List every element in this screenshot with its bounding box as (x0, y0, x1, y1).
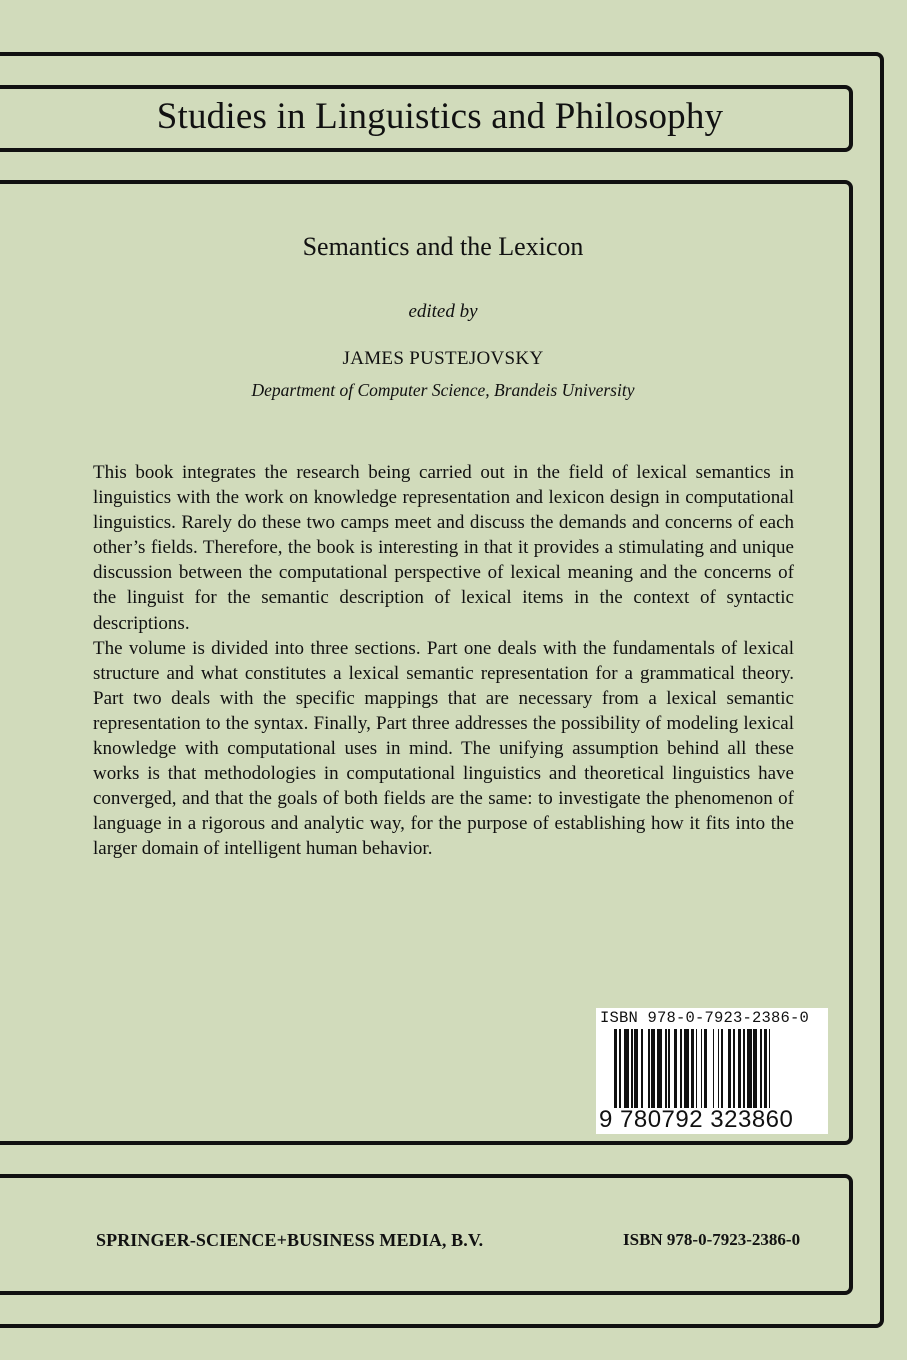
barcode-bar (696, 1029, 698, 1108)
barcode-bar (651, 1029, 654, 1108)
barcode-bar (738, 1029, 741, 1108)
barcode-bars (614, 1029, 816, 1108)
description-paragraph-1: This book integrates the research being carried out in the field of lexical semantics in linguistics with the work on knowledge representation and lexicon design in computational linguistics. Rarely do these two camps meet and discuss the demands and concerns of each other’s fields. Therefore, the book is interesting in that it provides a stimulating and unique discussion between the computational perspective of lexical meaning and the concerns of the linguist for the semantic description of lexical items in the context of syntactic descriptions. (93, 462, 794, 634)
barcode-bar (718, 1029, 720, 1108)
barcode-bar (641, 1029, 643, 1108)
isbn-barcode (596, 1008, 828, 1134)
barcode-bar (733, 1029, 735, 1108)
barcode-bar (668, 1029, 670, 1108)
description (93, 460, 794, 862)
publisher-name: SPRINGER-SCIENCE+BUSINESS MEDIA, B.V. (96, 1230, 484, 1250)
barcode-bar (631, 1029, 633, 1108)
editor-name: JAMES PUSTEJOVSKY (342, 348, 544, 369)
barcode-bar (691, 1029, 694, 1108)
barcode-bar (657, 1029, 662, 1108)
barcode-bar (704, 1029, 707, 1108)
barcode-isbn-label: ISBN 978-0-7923-2386-0 (600, 1009, 810, 1027)
barcode-bar (701, 1029, 703, 1108)
barcode-bar (743, 1029, 745, 1108)
barcode-bar (634, 1029, 637, 1108)
editor-affiliation: Department of Computer Science, Brandeis University (251, 380, 635, 400)
book-title: Semantics and the Lexicon (302, 232, 584, 261)
series-title: Studies in Linguistics and Philosophy (156, 96, 724, 137)
barcode-bar (684, 1029, 689, 1108)
footer-isbn: ISBN 978-0-7923-2386-0 (623, 1230, 801, 1249)
edited-by-label: edited by (408, 301, 478, 322)
barcode-bar (665, 1029, 667, 1108)
barcode-bar (721, 1029, 723, 1108)
barcode-bar (769, 1029, 771, 1108)
description-paragraph-2: The volume is divided into three sections. Part one deals with the fundamentals of lexical structure and what constitutes a lexical semantic representation for a grammatical theory. Part two deals with the specific mappings that are necessary from a lexical semantic representation to the syntax. Finally, Part three addresses the possibility of modeling lexical knowledge with computational uses in mind. The unifying assumption behind all these works is that methodologies in computational linguistics and theoretical linguistics have converged, and that the goals of both fields are the same: to investigate the phenomenon of language in a rigorous and analytic way, for the purpose of establishing how it fits into the larger domain of intelligent human behavior. (93, 637, 794, 860)
barcode-digits: 9 780792 323860 (599, 1106, 794, 1133)
barcode-bar (680, 1029, 682, 1108)
barcode-bar (713, 1029, 715, 1108)
barcode-bar (728, 1029, 731, 1108)
barcode-bar (619, 1029, 621, 1108)
barcode-bar (747, 1029, 752, 1108)
barcode-bar (648, 1029, 650, 1108)
barcode-bar (753, 1029, 756, 1108)
barcode-bar (674, 1029, 677, 1108)
barcode-bar (624, 1029, 629, 1108)
barcode-bar (760, 1029, 762, 1108)
barcode-bar (764, 1029, 767, 1108)
barcode-bar (614, 1029, 617, 1108)
